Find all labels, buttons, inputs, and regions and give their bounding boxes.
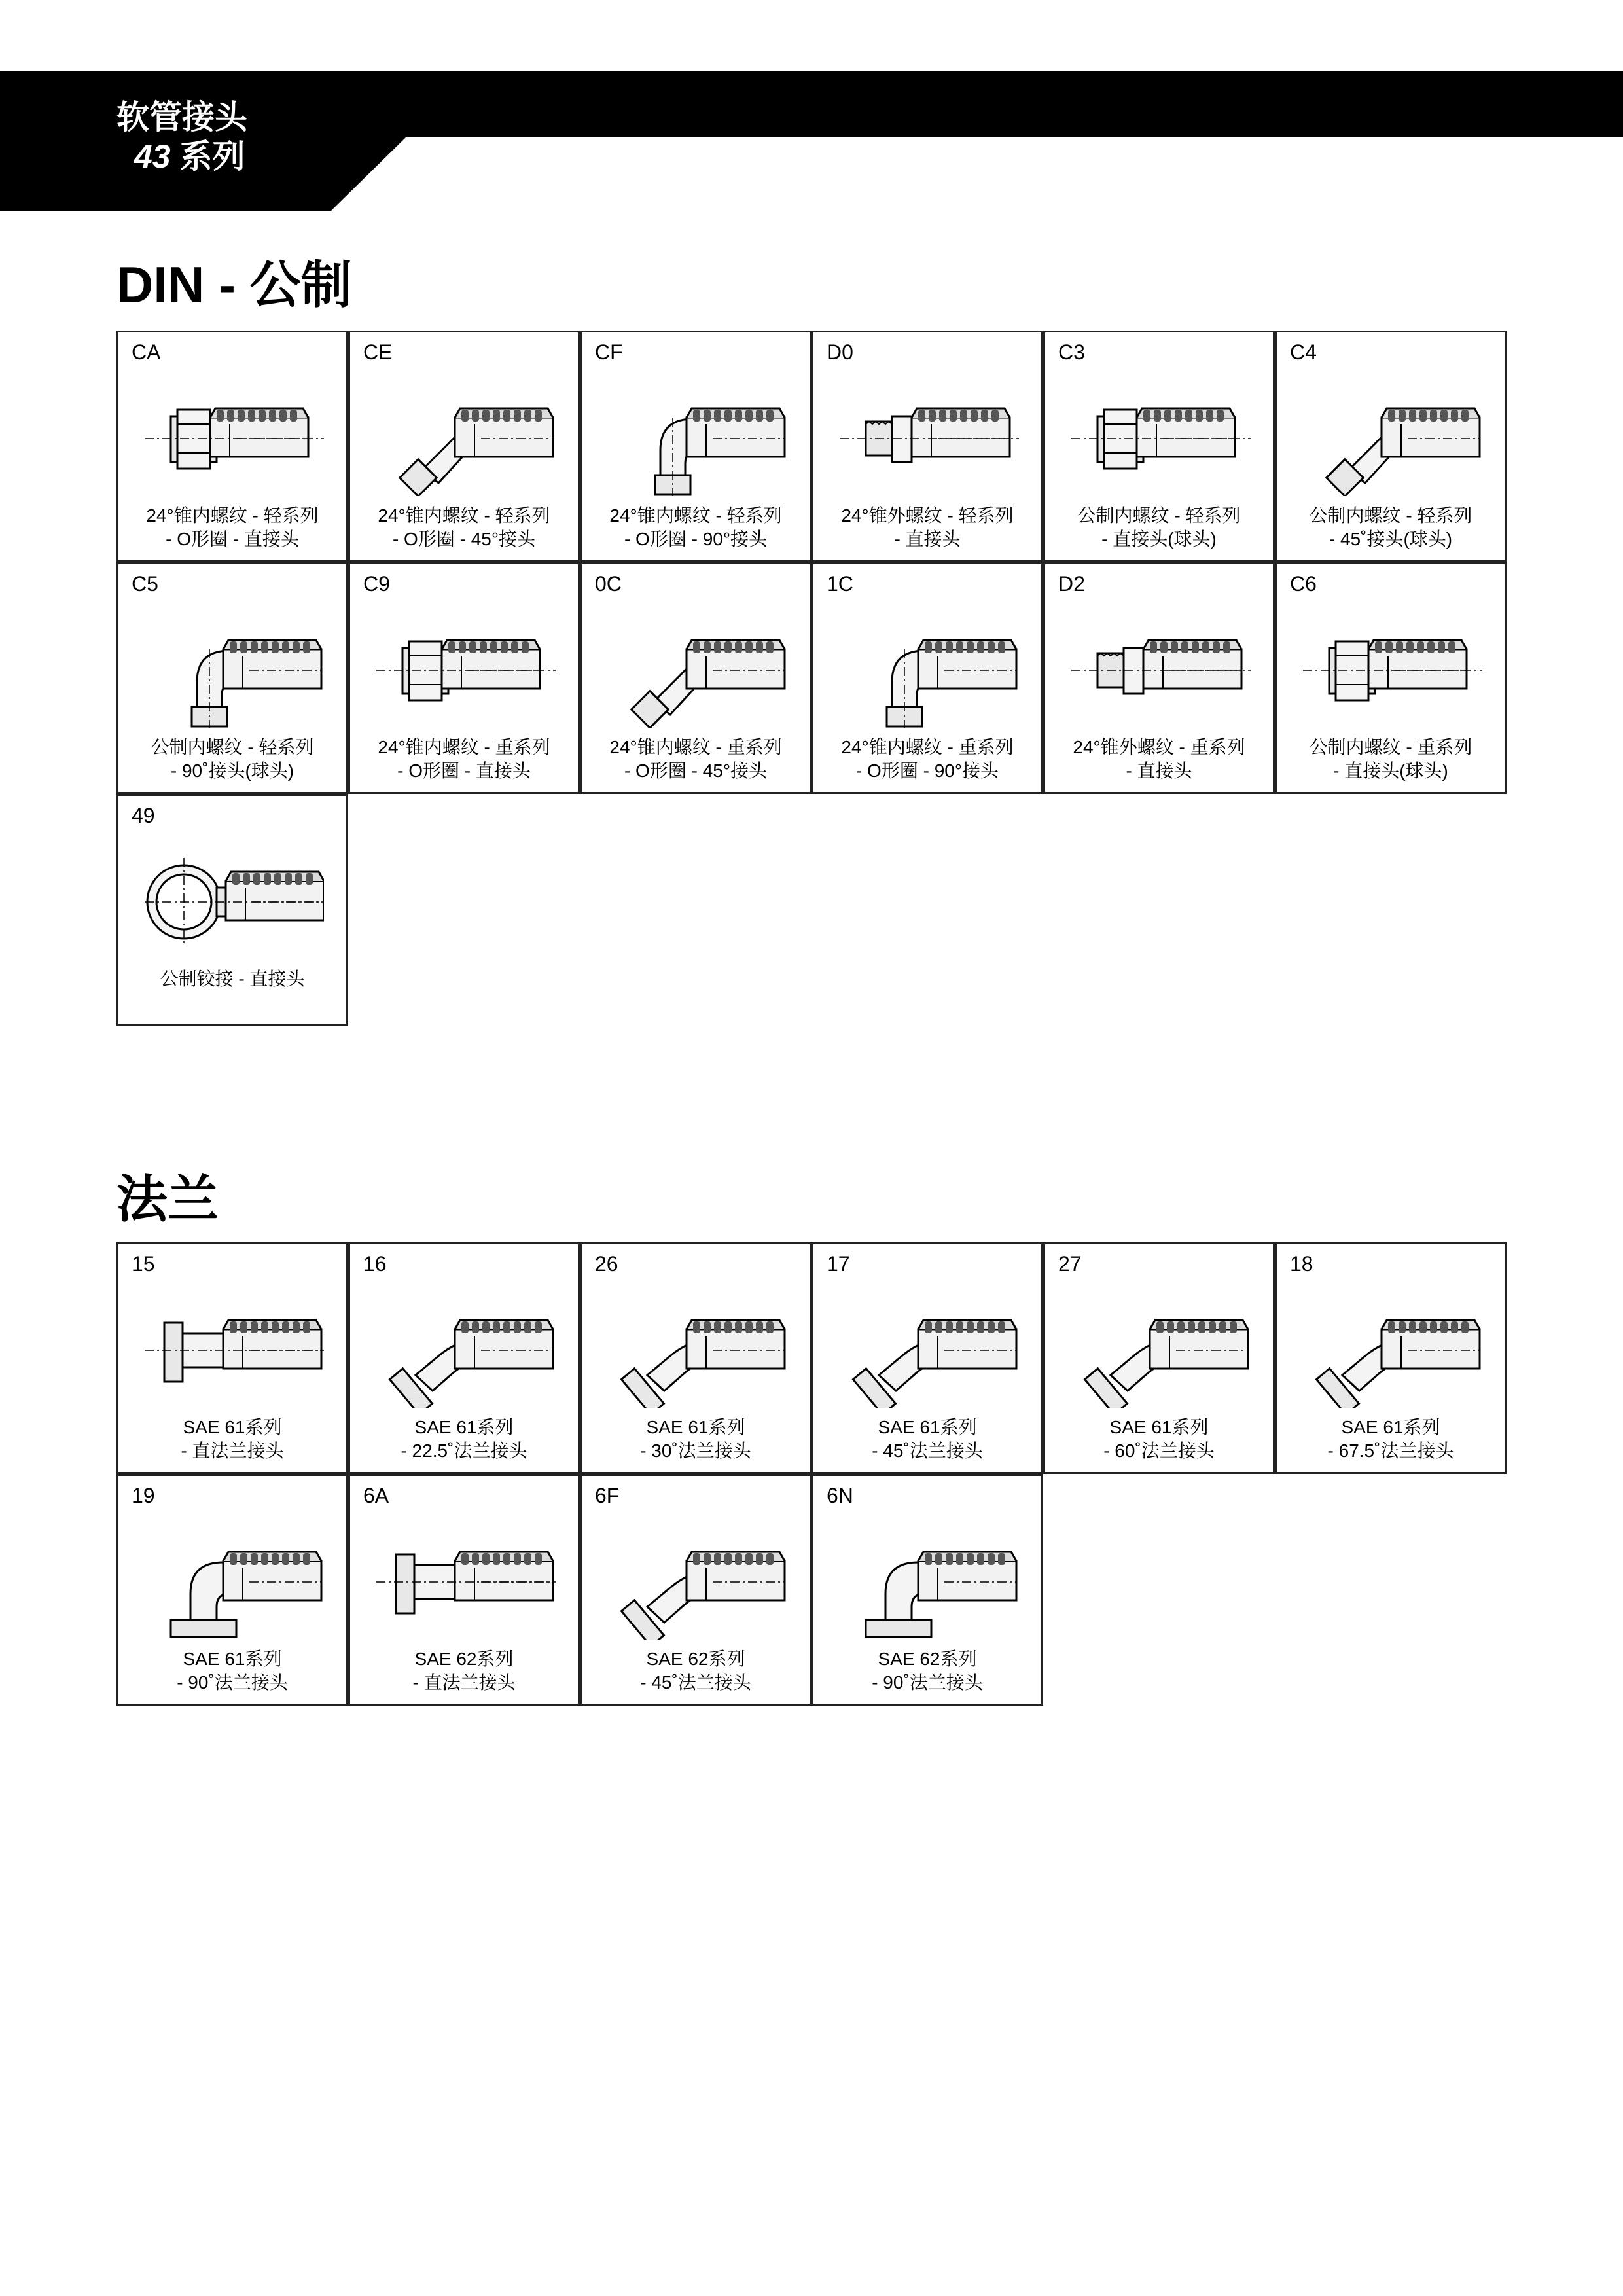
fitting-cell	[1043, 562, 1275, 794]
fitting-code: 26	[595, 1252, 618, 1276]
caption-line-1: 24°锥外螺纹 - 轻系列	[841, 505, 1014, 526]
fitting-caption	[586, 1416, 806, 1463]
fitting-code: C3	[1058, 340, 1085, 364]
flange-fitting-grid	[116, 1242, 1507, 1706]
series-label: 系列	[179, 138, 245, 175]
fitting-code: 49	[132, 804, 155, 827]
fitting-cell	[812, 1242, 1043, 1474]
bent-flange-fitting-icon	[1303, 1290, 1482, 1408]
caption-line-1: 公制内螺纹 - 轻系列	[1077, 505, 1241, 526]
din-fitting-grid	[116, 331, 1507, 1026]
fitting-code: CA	[132, 340, 161, 364]
fitting-caption	[122, 736, 342, 783]
bent-flange-fitting-icon	[1071, 1290, 1251, 1408]
section-title-flange: 法兰	[116, 1170, 219, 1228]
45-female-fitting-icon	[608, 610, 787, 728]
caption-line-1: 公制内螺纹 - 轻系列	[1309, 505, 1472, 526]
caption-line-2: - 直接头	[1126, 761, 1192, 781]
fitting-cell	[116, 1474, 348, 1706]
bent-flange-fitting-icon	[608, 1522, 787, 1640]
fitting-cell	[1043, 1242, 1275, 1474]
straight-male-fitting-icon	[840, 378, 1019, 496]
fitting-code: C4	[1290, 340, 1317, 364]
fitting-code: 19	[132, 1484, 155, 1507]
fitting-code: CF	[595, 340, 623, 364]
caption-line-2: - 45˚接头(球头)	[1329, 529, 1453, 549]
fitting-code: 17	[827, 1252, 850, 1276]
fitting-caption	[354, 504, 574, 551]
fitting-cell	[1275, 331, 1507, 562]
fitting-caption	[1281, 1416, 1501, 1463]
fitting-code: 16	[363, 1252, 387, 1276]
fitting-cell	[812, 331, 1043, 562]
fitting-code: D0	[827, 340, 853, 364]
fitting-code: 15	[132, 1252, 155, 1276]
caption-line-2: - O形圈 - 直接头	[397, 761, 531, 781]
caption-line-2: - 90˚法兰接头	[177, 1672, 288, 1693]
fitting-code: 0C	[595, 572, 622, 596]
caption-line-2: - O形圈 - 90°接头	[624, 529, 768, 549]
fitting-cell	[580, 1242, 812, 1474]
90-flange-fitting-icon	[840, 1522, 1019, 1640]
fitting-caption	[817, 504, 1037, 551]
fitting-code: 6F	[595, 1484, 620, 1507]
fitting-cell	[116, 794, 348, 1026]
caption-line-2: - 60˚法兰接头	[1103, 1441, 1215, 1461]
fitting-code: 6N	[827, 1484, 853, 1507]
fitting-caption	[1049, 504, 1269, 551]
caption-line-2: - 45˚法兰接头	[640, 1672, 751, 1693]
45-female-fitting-icon	[376, 378, 556, 496]
caption-line-2: - 直接头	[894, 529, 961, 549]
caption-line-1: 公制铰接 - 直接头	[160, 969, 305, 989]
bent-flange-fitting-icon	[608, 1290, 787, 1408]
caption-line-1: SAE 61系列	[414, 1417, 514, 1437]
fitting-cell	[1275, 1242, 1507, 1474]
series-number: 43	[134, 138, 171, 175]
section-title-din: DIN - 公制	[116, 256, 352, 314]
caption-line-1: 公制内螺纹 - 重系列	[1309, 737, 1472, 757]
caption-line-1: 公制内螺纹 - 轻系列	[151, 737, 314, 757]
caption-line-2: - O形圈 - 45°接头	[392, 529, 536, 549]
caption-line-1: SAE 61系列	[1109, 1417, 1209, 1437]
90-female-fitting-icon	[608, 378, 787, 496]
fitting-cell	[348, 1474, 580, 1706]
bent-flange-fitting-icon	[376, 1290, 556, 1408]
fitting-cell	[116, 331, 348, 562]
caption-line-1: 24°锥内螺纹 - 重系列	[609, 737, 782, 757]
fitting-code: 18	[1290, 1252, 1313, 1276]
fitting-cell	[812, 562, 1043, 794]
fitting-code: 1C	[827, 572, 853, 596]
fitting-caption	[1281, 736, 1501, 783]
fitting-cell	[812, 1474, 1043, 1706]
caption-line-2: - 22.5˚法兰接头	[401, 1441, 527, 1461]
caption-line-2: - 67.5˚法兰接头	[1327, 1441, 1454, 1461]
fitting-caption	[354, 736, 574, 783]
caption-line-2: - 直接头(球头)	[1101, 529, 1217, 549]
fitting-caption	[586, 736, 806, 783]
banjo-fitting-icon	[145, 842, 324, 960]
caption-line-2: - O形圈 - 90°接头	[855, 761, 999, 781]
caption-line-1: SAE 61系列	[183, 1649, 282, 1669]
caption-line-2: - 直法兰接头	[412, 1672, 516, 1693]
caption-line-1: 24°锥内螺纹 - 重系列	[841, 737, 1014, 757]
caption-line-2: - 30˚法兰接头	[640, 1441, 751, 1461]
caption-line-1: 24°锥内螺纹 - 轻系列	[378, 505, 550, 526]
bent-flange-fitting-icon	[840, 1290, 1019, 1408]
fitting-caption	[817, 1647, 1037, 1695]
fitting-caption	[354, 1647, 574, 1695]
fitting-code: C9	[363, 572, 390, 596]
caption-line-2: - 90˚接头(球头)	[170, 761, 294, 781]
fitting-caption	[586, 1647, 806, 1695]
straight-female-fitting-icon	[1303, 610, 1482, 728]
fitting-caption	[586, 504, 806, 551]
fitting-cell	[580, 1474, 812, 1706]
fitting-caption	[817, 736, 1037, 783]
45-female-fitting-icon	[1303, 378, 1482, 496]
straight-flange-fitting-icon	[145, 1290, 324, 1408]
caption-line-1: SAE 61系列	[1341, 1417, 1440, 1437]
caption-line-1: SAE 61系列	[646, 1417, 745, 1437]
caption-line-1: SAE 62系列	[646, 1649, 745, 1669]
fitting-cell	[116, 562, 348, 794]
caption-line-1: 24°锥内螺纹 - 重系列	[378, 737, 550, 757]
straight-female-fitting-icon	[145, 378, 324, 496]
header-title: 软管接头	[116, 99, 247, 135]
caption-line-2: - 90˚法兰接头	[872, 1672, 983, 1693]
90-female-fitting-icon	[145, 610, 324, 728]
caption-line-1: 24°锥内螺纹 - 轻系列	[146, 505, 319, 526]
fitting-cell	[348, 562, 580, 794]
fitting-caption	[354, 1416, 574, 1463]
fitting-caption	[1281, 504, 1501, 551]
fitting-cell	[116, 1242, 348, 1474]
caption-line-1: SAE 62系列	[414, 1649, 514, 1669]
90-female-fitting-icon	[840, 610, 1019, 728]
fitting-cell	[580, 331, 812, 562]
straight-female-fitting-icon	[376, 610, 556, 728]
fitting-caption	[122, 504, 342, 551]
fitting-caption	[122, 967, 342, 991]
caption-line-1: 24°锥内螺纹 - 轻系列	[609, 505, 782, 526]
fitting-cell	[1043, 331, 1275, 562]
caption-line-1: 24°锥外螺纹 - 重系列	[1073, 737, 1245, 757]
fitting-cell	[348, 1242, 580, 1474]
straight-female-fitting-icon	[1071, 378, 1251, 496]
fitting-code: C5	[132, 572, 158, 596]
caption-line-2: - O形圈 - 45°接头	[624, 761, 768, 781]
straight-male-fitting-icon	[1071, 610, 1251, 728]
caption-line-1: SAE 61系列	[878, 1417, 977, 1437]
fitting-caption	[1049, 1416, 1269, 1463]
fitting-code: C6	[1290, 572, 1317, 596]
caption-line-2: - 直接头(球头)	[1333, 761, 1448, 781]
straight-flange-fitting-icon	[376, 1522, 556, 1640]
90-flange-fitting-icon	[145, 1522, 324, 1640]
fitting-code: D2	[1058, 572, 1085, 596]
fitting-cell	[1275, 562, 1507, 794]
fitting-caption	[1049, 736, 1269, 783]
header-series	[134, 137, 245, 175]
fitting-caption	[122, 1647, 342, 1695]
fitting-caption	[122, 1416, 342, 1463]
caption-line-2: - 直法兰接头	[181, 1441, 284, 1461]
fitting-code: CE	[363, 340, 393, 364]
fitting-caption	[817, 1416, 1037, 1463]
caption-line-1: SAE 62系列	[878, 1649, 977, 1669]
caption-line-2: - 45˚法兰接头	[872, 1441, 983, 1461]
fitting-code: 6A	[363, 1484, 389, 1507]
fitting-code: 27	[1058, 1252, 1082, 1276]
caption-line-1: SAE 61系列	[183, 1417, 282, 1437]
caption-line-2: - O形圈 - 直接头	[166, 529, 299, 549]
fitting-cell	[348, 331, 580, 562]
fitting-cell	[580, 562, 812, 794]
